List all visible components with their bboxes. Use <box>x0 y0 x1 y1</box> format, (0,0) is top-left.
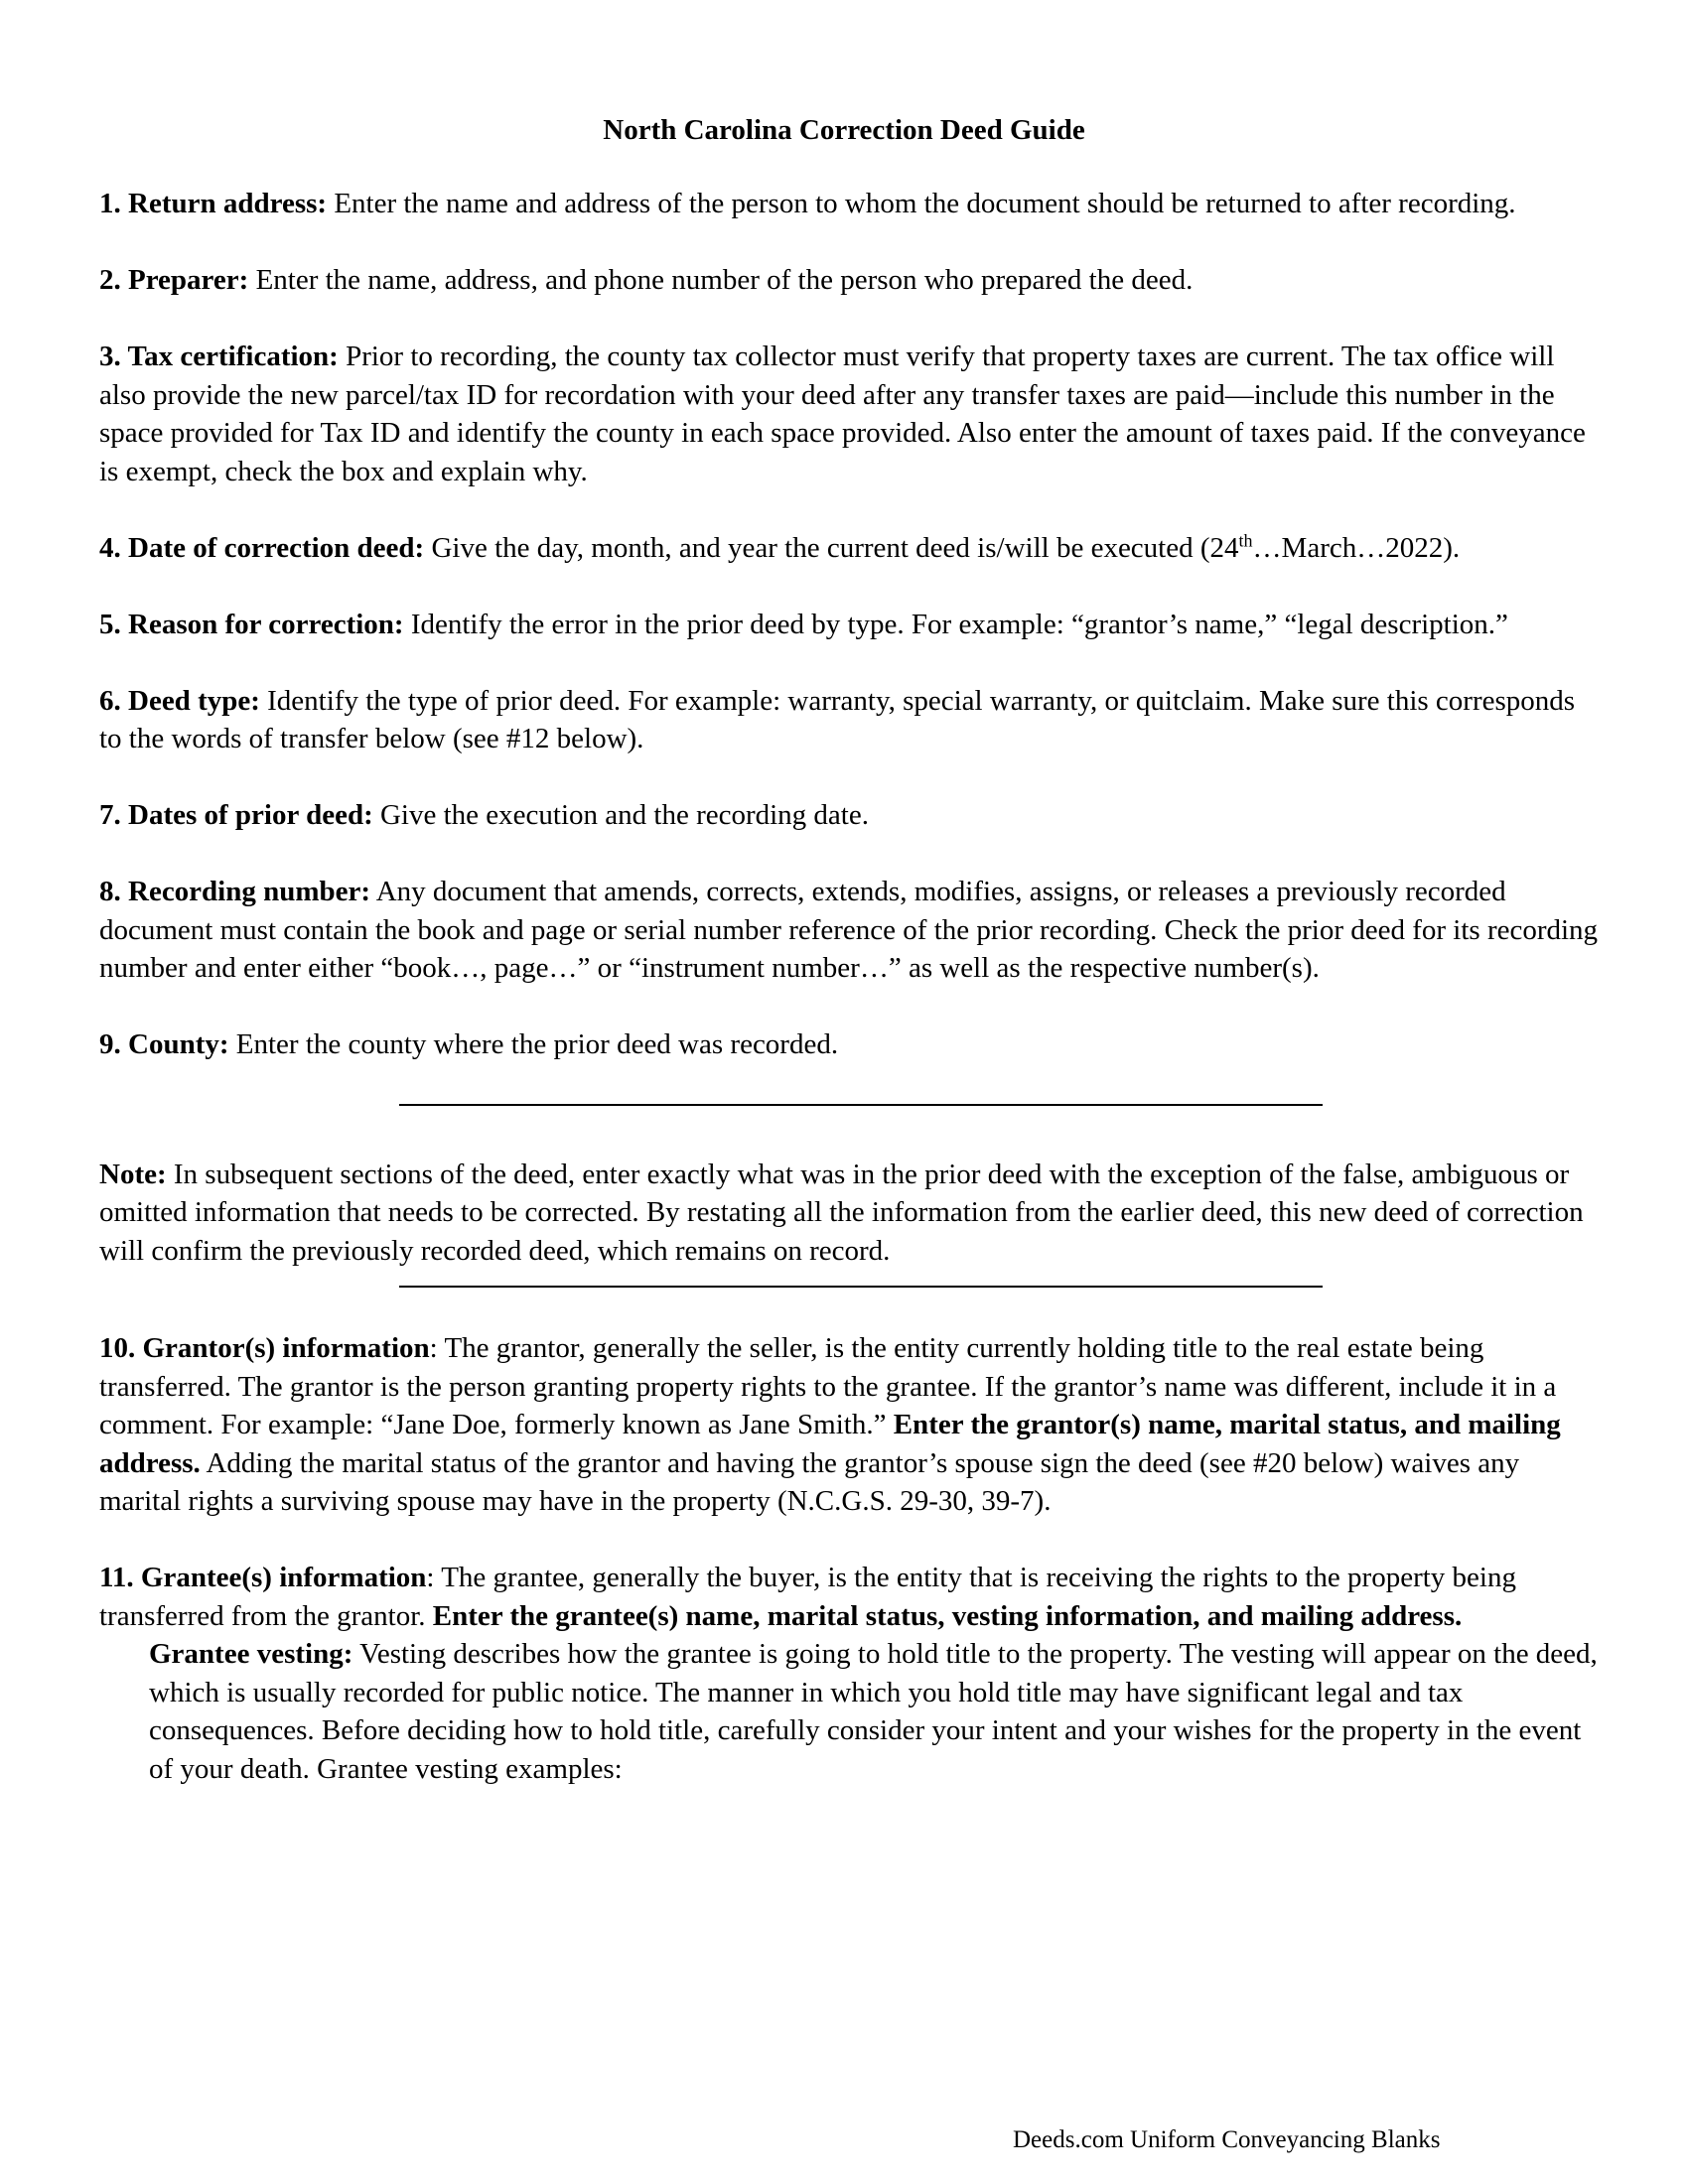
item-grantee-information <box>99 1559 1599 1635</box>
item-return-address <box>99 185 1599 223</box>
document-title: North Carolina Correction Deed Guide <box>603 114 1085 146</box>
item-preparer <box>99 261 1599 300</box>
item-text: Give the day, month, and year the current deed is/will be executed (24 <box>424 531 1239 564</box>
item-label: 8. Recording number: <box>99 876 371 907</box>
note-paragraph <box>99 1156 1599 1271</box>
item-label: 2. Preparer: <box>99 264 249 296</box>
item-text-after: Adding the marital status of the grantor and having the grantor’s spouse sign the deed (see #20 below) waives any marital rights a surviving spouse may have in the property (N.C.G.S. 29-30, 39-7). <box>99 1446 1520 1517</box>
item-label: 3. Tax certification: <box>99 341 339 372</box>
item-label: 9. County: <box>99 1028 229 1060</box>
item-text: : The grantor, generally the seller, is the entity currently holding title to the real estate being transferred. The grantor is the person granting property rights to the grantee. If the grantor’s name was different, include it in a comment. For example: “Jane Doe, formerly known as Jane Smith.” <box>99 1332 1557 1440</box>
item-text: : The grantee, generally the buyer, is the entity that is receiving the rights to the property being transferred from the grantor. <box>99 1562 1516 1632</box>
item-text: Enter the county where the prior deed was recorded. <box>228 1028 839 1060</box>
item-deed-type <box>99 682 1599 758</box>
item-text: Identify the type of prior deed. For example: warranty, special warranty, or quitclaim. Make sure this corresponds to the words of transfer below (see #12 below). <box>99 684 1576 754</box>
item-date-of-correction-deed <box>99 529 1599 568</box>
item-text: Prior to recording, the county tax collector must verify that property taxes are current. The tax office will also provide the new parcel/tax ID for recordation with your deed after any transfer taxes are paid—include this number in the space provided for Tax ID and identify the county in each space provided. Also enter the amount of taxes paid. If the conveyance is exempt, check the box and explain why. <box>99 341 1586 487</box>
note-text: In subsequent sections of the deed, enter exactly what was in the prior deed with the exception of the false, ambiguous or omitted information that needs to be corrected. By restating all the information from the earlier deed, this new deed of correction will confirm the previously recorded deed, which remains on record. <box>99 1158 1584 1267</box>
item-text: Enter the name and address of the person to whom the document should be returned to after recording. <box>327 188 1516 219</box>
item-text: Any document that amends, corrects, extends, modifies, assigns, or releases a previously recorded document must contain the book and page or serial number reference of the prior recording. Check the prior deed for its recording number and enter either “book…, page…” or “instrument number…” as well as the respective number(s). <box>99 876 1599 984</box>
item-label: 5. Reason for correction: <box>99 608 404 640</box>
item-label: 1. Return address: <box>99 188 328 219</box>
grantee-vesting-paragraph <box>99 1635 1599 1788</box>
item-label: 6. Deed type: <box>99 684 260 717</box>
item-label: 10. Grantor(s) information <box>99 1332 430 1364</box>
item-dates-of-prior-deed <box>99 796 1599 835</box>
vesting-text: Vesting describes how the grantee is going to hold title to the property. The vesting will appear on the deed, which is usually recorded for public notice. The manner in which you hold title may have significant legal and tax consequences. Before deciding how to hold title, carefully consider your intent and your wishes for the property in the event of your death. Grantee vesting examples: <box>149 1638 1598 1785</box>
ordinal-suffix: th <box>1238 529 1253 550</box>
item-recording-number <box>99 873 1599 988</box>
item-instruction: Enter the grantee(s) name, marital status, vesting information, and mailing address. <box>432 1599 1463 1632</box>
vesting-label: Grantee vesting: <box>149 1638 353 1670</box>
item-label: 4. Date of correction deed: <box>99 531 425 564</box>
divider-line <box>399 1104 1323 1106</box>
item-text: Enter the name, address, and phone number of the person who prepared the deed. <box>248 264 1194 296</box>
footer-text: Deeds.com Uniform Conveyancing Blanks <box>1013 2126 1441 2153</box>
item-text: Give the execution and the recording date. <box>372 799 869 831</box>
item-tax-certification <box>99 338 1599 490</box>
item-reason-for-correction <box>99 606 1599 644</box>
divider-line <box>399 1286 1323 1288</box>
item-grantor-information <box>99 1329 1599 1521</box>
item-instruction: Enter the grantor(s) name, marital status, and mailing address. <box>99 1409 1561 1479</box>
document-body <box>99 185 1599 1788</box>
note-label: Note: <box>99 1158 167 1190</box>
item-text-after: …March…2022). <box>1252 531 1461 564</box>
item-county <box>99 1025 1599 1064</box>
item-text: Identify the error in the prior deed by type. For example: “grantor’s name,” “legal description.” <box>403 608 1508 640</box>
item-label: 7. Dates of prior deed: <box>99 799 373 831</box>
item-label: 11. Grantee(s) information <box>99 1562 427 1593</box>
